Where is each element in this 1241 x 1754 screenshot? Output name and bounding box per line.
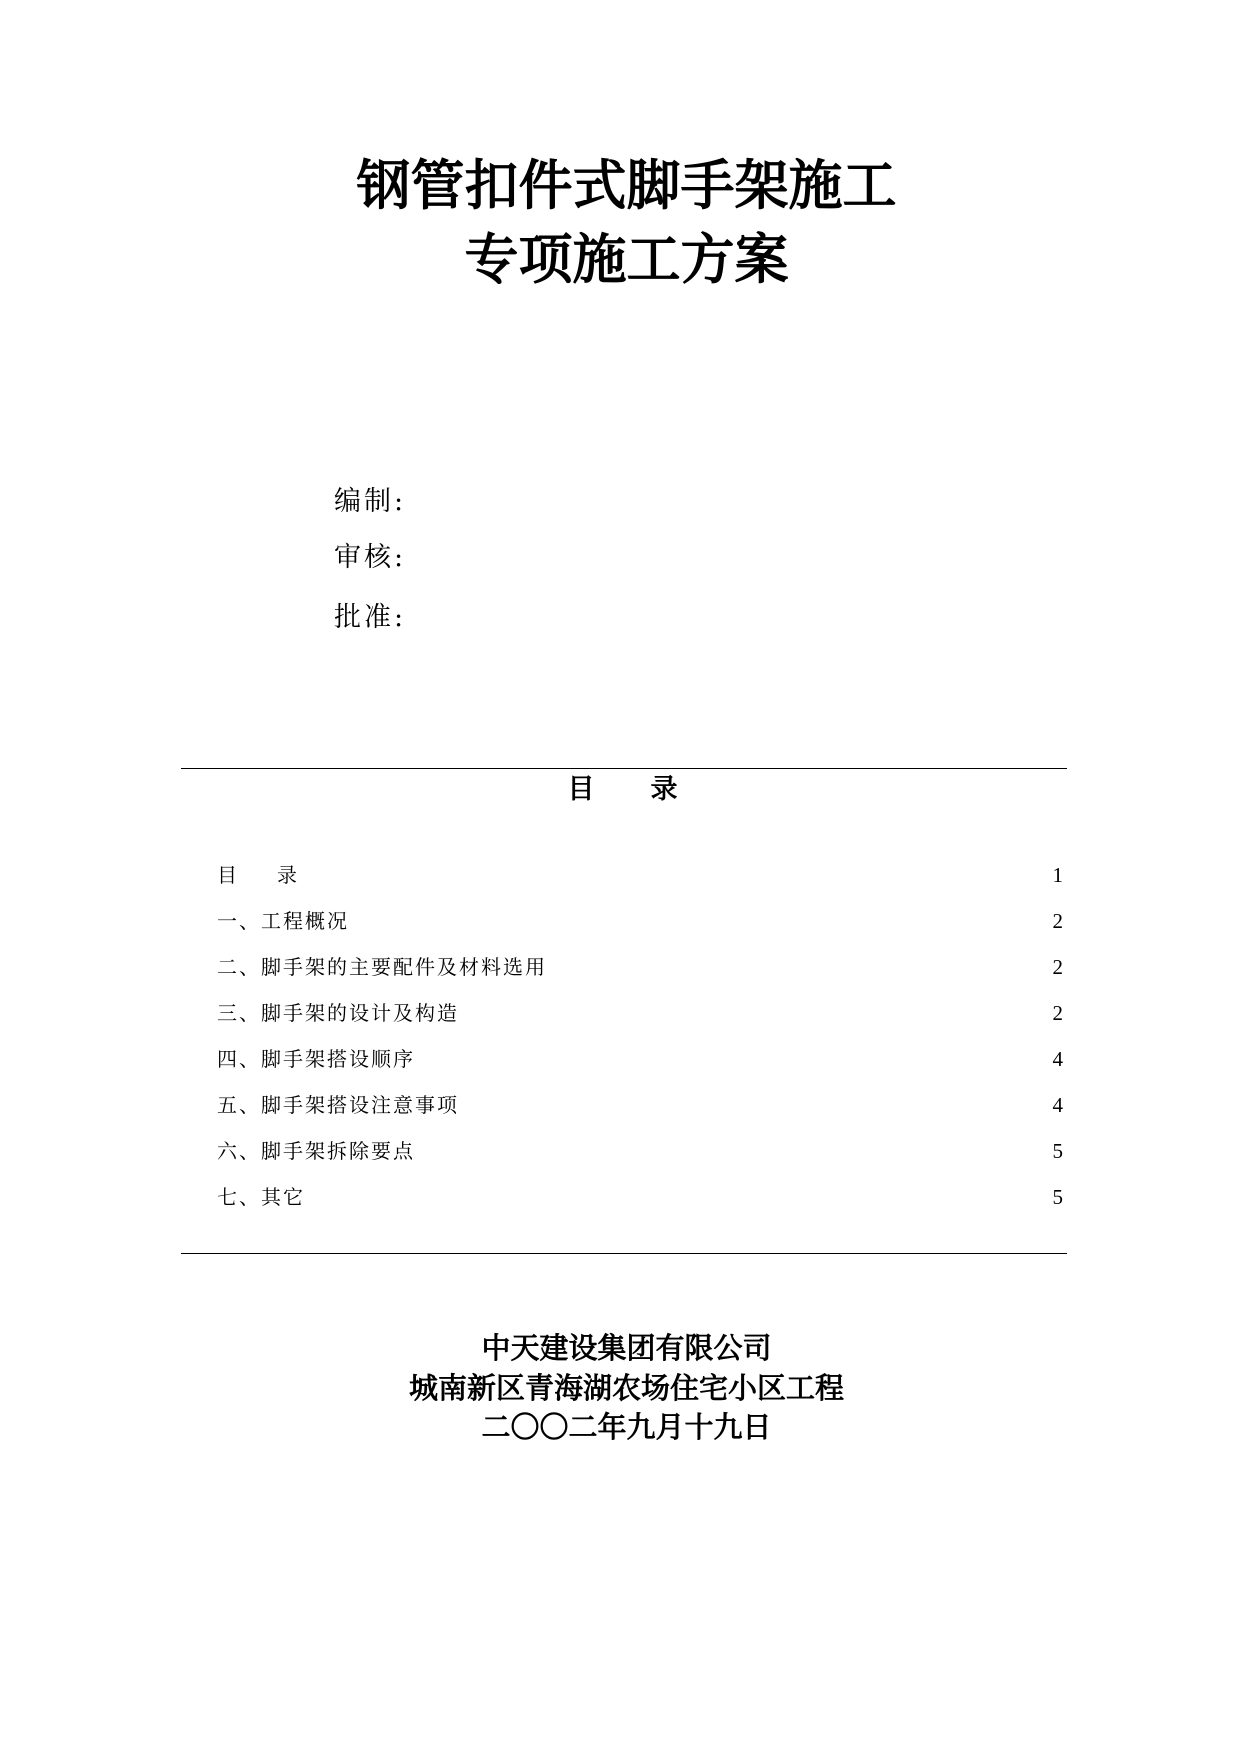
toc-heading: 目录 (567, 774, 734, 805)
toc-entry (217, 1136, 1065, 1182)
toc-entry-page: 5 (1052, 1139, 1063, 1163)
toc-entry-page: 2 (1052, 909, 1063, 933)
toc-entry (217, 998, 1065, 1044)
table-of-contents (217, 860, 1065, 1228)
toc-entry-label: 七、其它 (217, 1185, 305, 1209)
toc-top-divider (181, 768, 1067, 769)
toc-entry-label: 目录 (217, 863, 337, 887)
toc-entry-label: 三、脚手架的设计及构造 (217, 1001, 459, 1025)
toc-entry-page: 5 (1052, 1185, 1063, 1209)
toc-entry-label: 一、工程概况 (217, 909, 349, 933)
project-name: 城南新区青海湖农场住宅小区工程 (408, 1371, 844, 1405)
toc-entry-page: 2 (1052, 1001, 1063, 1025)
approved-by-label: 批准: (334, 602, 407, 633)
toc-entry-page: 2 (1052, 955, 1063, 979)
reviewed-by-label: 审核: (334, 542, 407, 573)
toc-entry (217, 952, 1065, 998)
toc-entry-page: 1 (1052, 863, 1063, 887)
toc-entry-page: 4 (1052, 1047, 1063, 1071)
toc-entry (217, 860, 1065, 906)
toc-entry (217, 1182, 1065, 1228)
toc-entry (217, 1090, 1065, 1136)
toc-entry-label: 五、脚手架搭设注意事项 (217, 1093, 459, 1117)
toc-entry-label: 四、脚手架搭设顺序 (217, 1047, 415, 1071)
prepared-by-label: 编制: (334, 486, 407, 517)
toc-entry (217, 1044, 1065, 1090)
toc-entry-label: 六、脚手架拆除要点 (217, 1139, 415, 1163)
document-title-line-1: 钢管扣件式脚手架施工 (356, 154, 897, 217)
document-title-line-2: 专项施工方案 (464, 228, 789, 291)
document-date: 二〇〇二年九月十九日 (481, 1410, 772, 1444)
toc-entry-page: 4 (1052, 1093, 1063, 1117)
toc-bottom-divider (181, 1253, 1067, 1254)
company-name: 中天建设集团有限公司 (481, 1331, 772, 1365)
toc-entry-label: 二、脚手架的主要配件及材料选用 (217, 955, 547, 979)
toc-entry (217, 906, 1065, 952)
